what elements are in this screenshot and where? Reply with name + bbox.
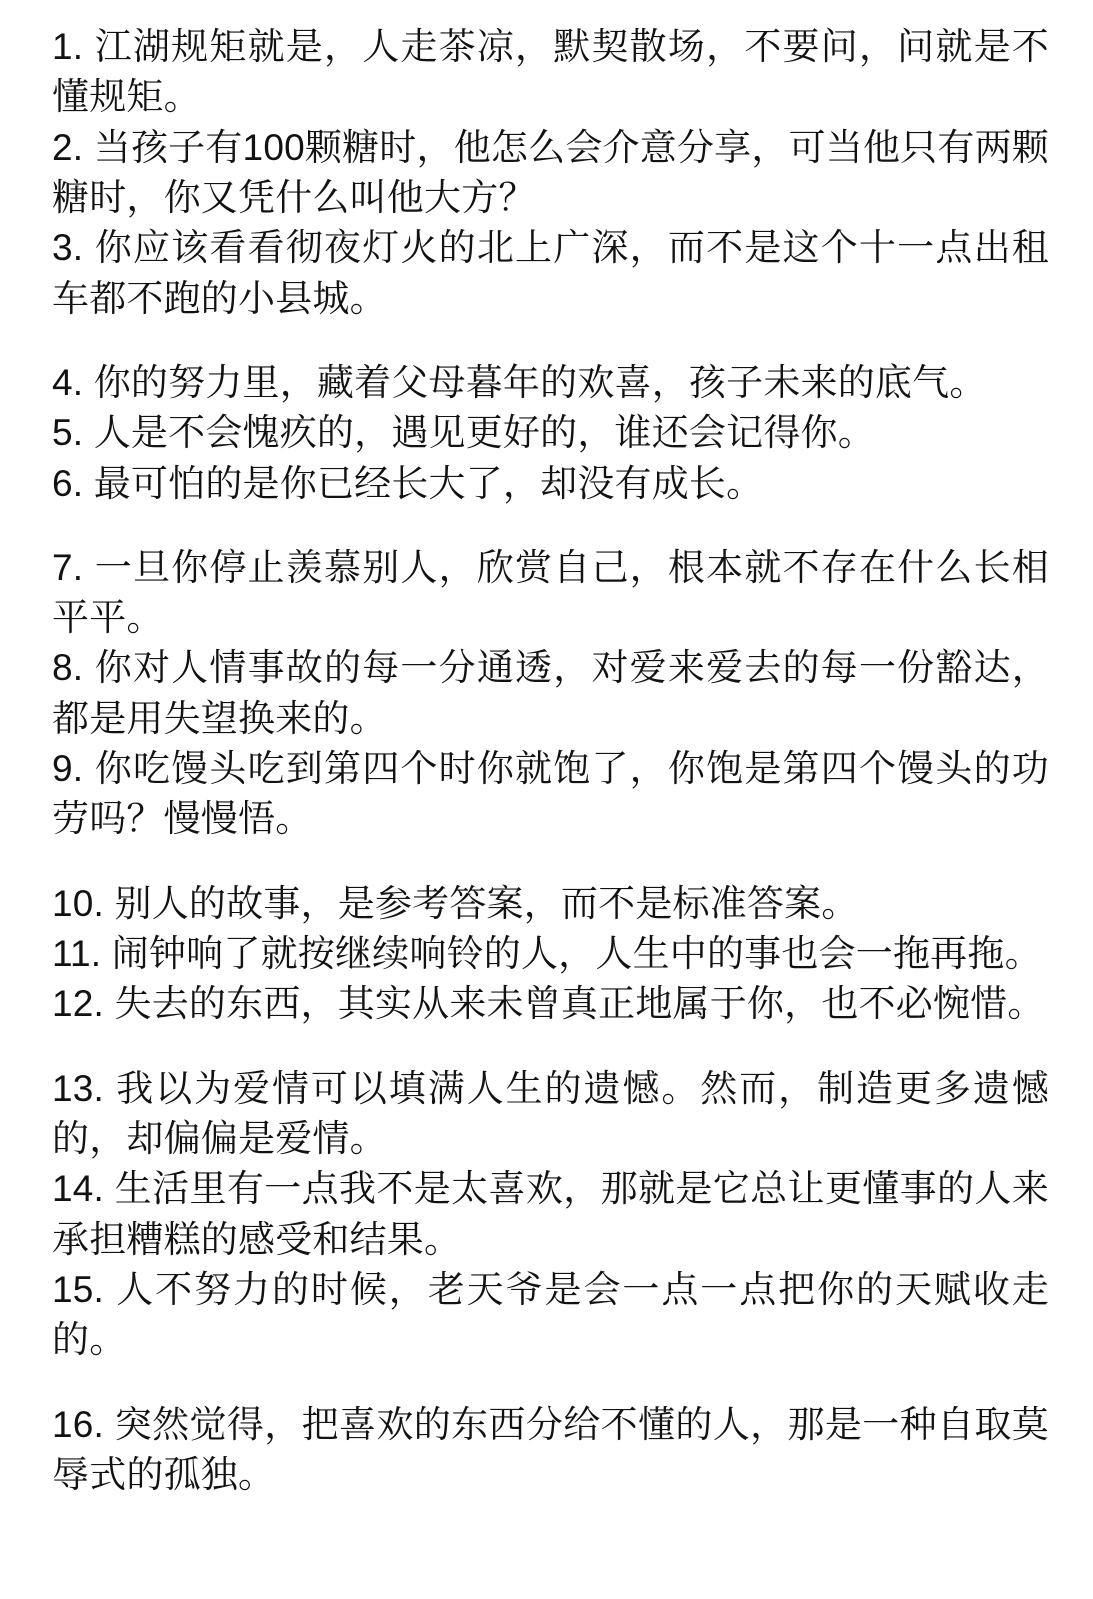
text-line: 8. 你对人情事故的每一分通透，对爱来爱去的每一份豁达，都是用失望换来的。: [52, 647, 1049, 739]
text-block: [52, 1400, 1049, 1501]
text-block: [52, 543, 1049, 845]
text-block: [52, 879, 1049, 1030]
text-line: 5. 人是不会愧疚的，遇见更好的，谁还会记得你。: [52, 412, 875, 454]
text-line: 4. 你的努力里，藏着父母暮年的欢喜，孩子未来的底气。: [52, 361, 987, 403]
text-block: [52, 22, 1049, 324]
text-line: 15. 人不努力的时候，老天爷是会一点一点把你的天赋收走的。: [52, 1268, 1049, 1361]
text-line: 3. 你应该看看彻夜灯火的北上广深，而不是这个十一点出租车都不跑的小县城。: [52, 227, 1049, 319]
text-line: 16. 突然觉得，把喜欢的东西分给不懂的人，那是一种自取莫辱式的孤独。: [52, 1403, 1049, 1495]
text-line: 14. 生活里有一点我不是太喜欢，那就是它总让更懂事的人来承担糟糕的感受和结果。: [52, 1168, 1049, 1260]
text-line: 2. 当孩子有100颗糖时，他怎么会介意分享，可当他只有两颗糖时，你又凭什么叫他大方？: [52, 126, 1049, 218]
text-line: 11. 闹钟响了就按继续响铃的人，人生中的事也会一拖再拖。: [52, 933, 1042, 974]
text-line: 13. 我以为爱情可以填满人生的遗憾。然而，制造更多遗憾的，却偏偏是爱情。: [52, 1067, 1049, 1159]
text-block: [52, 1064, 1049, 1366]
text-line: 1. 江湖规矩就是，人走茶凉，默契散场，不要问，问就是不懂规矩。: [52, 26, 1049, 118]
text-line: 9. 你吃馒头吃到第四个时你就饱了，你饱是第四个馒头的功劳吗？慢慢悟。: [52, 748, 1049, 840]
text-line: 7. 一旦你停止羡慕别人，欣赏自己，根本就不存在什么长相平平。: [52, 546, 1049, 639]
text-block: [52, 358, 1049, 509]
text-line: 10. 别人的故事，是参考答案，而不是标准答案。: [52, 882, 859, 924]
text-line: 12. 失去的东西，其实从来未曾真正地属于你，也不必惋惜。: [52, 983, 1045, 1025]
text-line: 6. 最可怕的是你已经长大了，却没有成长。: [52, 462, 764, 504]
